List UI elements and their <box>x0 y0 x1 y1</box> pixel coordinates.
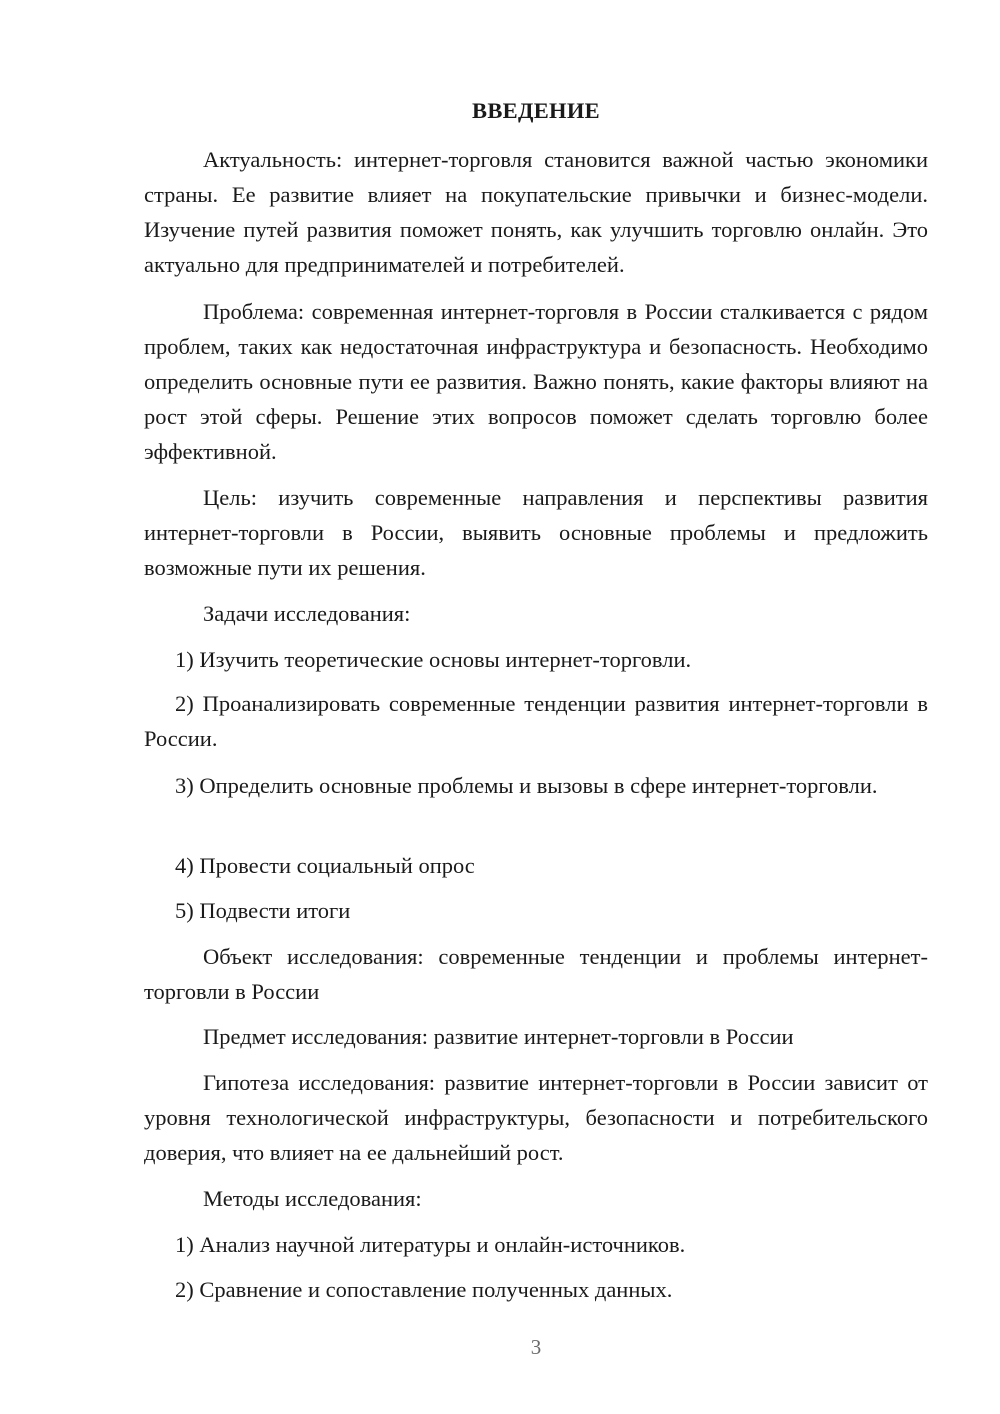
list-item-task-3: 3) Определить основные проблемы и вызовы в сфере интернет-торговли. <box>175 773 878 798</box>
list-item-task-4: 4) Провести социальный опрос <box>175 853 475 878</box>
tasks-heading: Задачи исследования: <box>203 601 411 626</box>
list-item-method-2: 2) Сравнение и сопоставление полученных данных. <box>175 1277 673 1302</box>
list-item-task-1: 1) Изучить теоретические основы интернет-торговли. <box>175 647 692 672</box>
paragraph-object: Объект исследования: современные тенденции и проблемы интернет-торговли в России <box>144 944 928 1004</box>
page-title: ВВЕДЕНИЕ <box>472 98 600 123</box>
list-item-task-5: 5) Подвести итоги <box>175 898 351 923</box>
list-item-method-1: 1) Анализ научной литературы и онлайн-источников. <box>175 1232 686 1257</box>
paragraph-relevance: Актуальность: интернет-торговля становится важной частью экономики страны. Ее развитие влияет на покупательские привычки и бизнес-модели. Изучение путей развития поможет понять, как улучшить торговлю онлайн. Это актуально для предпринимателей и потребителей. <box>144 147 928 277</box>
paragraph-problem: Проблема: современная интернет-торговля в России сталкивается с рядом проблем, таких как недостаточная инфраструктура и безопасность. Необходимо определить основные пути ее развития. Важно понять, какие факторы влияют на рост этой сферы. Решение этих вопросов поможет сделать торговлю более эффективной. <box>144 299 928 464</box>
paragraph-subject: Предмет исследования: развитие интернет-торговли в России <box>203 1024 794 1049</box>
list-item-task-2: 2) Проанализировать современные тенденции развития интернет-торговли в России. <box>144 691 928 751</box>
paragraph-goal: Цель: изучить современные направления и перспективы развития интернет-торговли в России, выявить основные проблемы и предложить возможные пути их решения. <box>144 485 928 580</box>
paragraph-hypothesis: Гипотеза исследования: развитие интернет-торговли в России зависит от уровня технологической инфраструктуры, безопасности и потребительского доверия, что влияет на ее дальнейший рост. <box>144 1070 928 1165</box>
page-number: 3 <box>530 1335 542 1359</box>
methods-heading: Методы исследования: <box>203 1186 422 1211</box>
